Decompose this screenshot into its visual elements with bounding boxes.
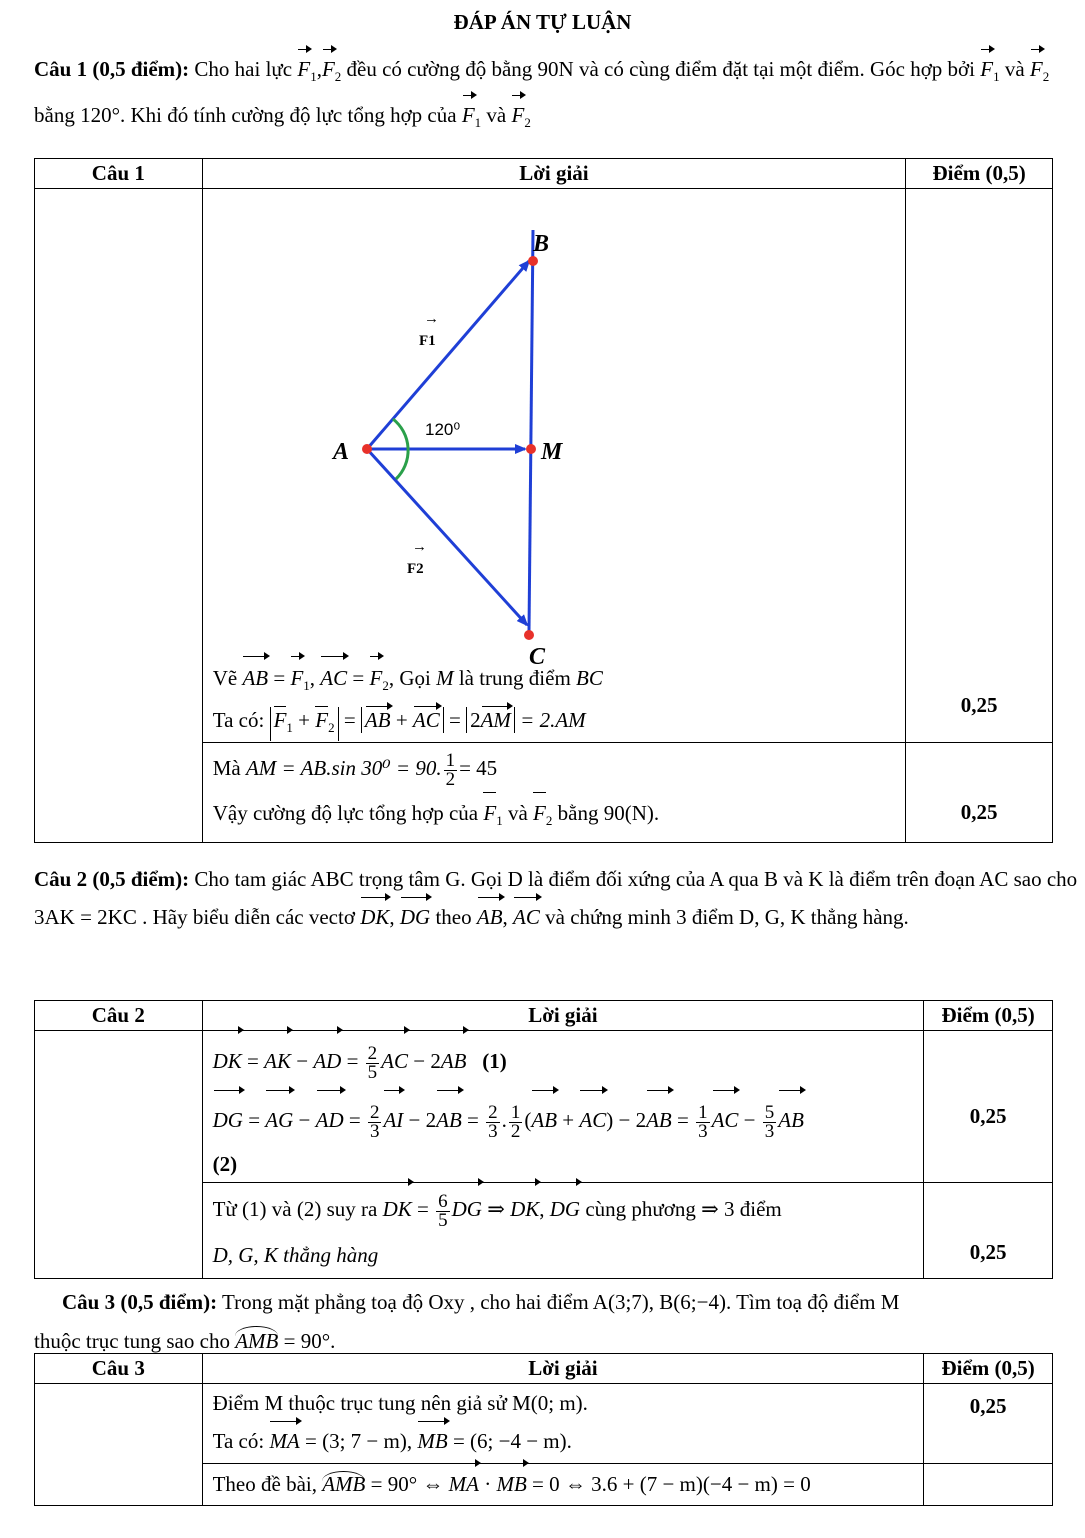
q1-col-header-solution: Lời giải bbox=[202, 159, 905, 189]
q1-score-2: 0,25 bbox=[906, 743, 1053, 843]
q1-line-4: Vậy cường độ lực tổng hợp của $F_1$ và $F_2$ bằng 90(N). bbox=[203, 793, 905, 833]
q1-statement: Câu 1 (0,5 điểm): Cho hai lực $F_1,F_2$ đều có cường độ bằng 90N và có cùng điểm đặt tại một điểm. Góc hợp bởi $F_1$ và $F_2$ bằng 120°. Khi đó tính cường độ lực tổng hợp của $F_1$ và $F_2$ bbox=[34, 50, 1074, 142]
arrow-f2: → bbox=[411, 539, 427, 555]
point-b bbox=[528, 256, 538, 266]
q2-line-2: DG = AG − AD = $\frac{2}{3}$ AI − 2AB = $\frac{2}{3}$ . $\frac{1}{2}$ (AB + AC) − 2AB = $\frac{1}{3}$ AC − $\frac{5}{3}$ AB bbox=[203, 1091, 924, 1149]
q2-line-3: Từ (1) và (2) suy ra DK = $\frac{6}{5}$ DG ⇒ DK, DG cùng phương ⇒ 3 điểm bbox=[203, 1183, 924, 1235]
page-title: ĐÁP ÁN TỰ LUẬN bbox=[453, 10, 632, 34]
q3-score-2 bbox=[924, 1464, 1053, 1506]
q3-statement-line-2: thuộc trục tung sao cho AMB = 90°. bbox=[34, 1322, 1074, 1360]
q2-question-cell bbox=[35, 1031, 203, 1279]
q3-question-cell bbox=[35, 1384, 203, 1506]
q2-score-2: 0,25 bbox=[924, 1183, 1053, 1279]
vector-figure bbox=[203, 189, 903, 670]
segment-bc bbox=[529, 230, 533, 631]
point-m bbox=[526, 444, 536, 454]
label-angle: 120⁰ bbox=[424, 420, 460, 439]
arrow-f1: → bbox=[423, 311, 439, 327]
q1-line-2: Ta có: $F_1 + F_2$ = AB + AC = 2AM = 2.AM bbox=[203, 699, 903, 741]
q3-line-3: Theo đề bài, AMB = 90° ⇔ MA · MB = 0 ⇔ 3.6 + (7 − m)(−4 − m) = 0 bbox=[203, 1464, 924, 1504]
q2-col-header-score: Điểm (0,5) bbox=[924, 1001, 1053, 1031]
point-c bbox=[524, 630, 534, 640]
q2-statement: Câu 2 (0,5 điểm): Cho tam giác ABC trọng tâm G. Gọi D là điểm đối xứng của A qua B và K là điểm trên đoạn AC sao cho 3AK = 2KC . Hãy biểu diễn các vectơ DK, DG theo AB, AC và chứng minh 3 điểm D, G, K thẳng hàng. bbox=[34, 860, 1079, 936]
q3-table bbox=[34, 1353, 1053, 1506]
q1-col-header-score: Điểm (0,5) bbox=[906, 159, 1053, 189]
label-b: B bbox=[532, 231, 549, 257]
q1-line-3: Mà AM = AB.sin 30⁰ = 90. $\frac{1}{2}$ = 45 bbox=[212, 749, 498, 790]
label-f1: F1 bbox=[418, 333, 436, 349]
q2-col-header-question: Câu 2 bbox=[35, 1001, 203, 1031]
q1-line-1: Vẽ AB = $F_1$, AC = $F_2$, Gọi M là trung điểm BC bbox=[203, 657, 903, 699]
label-m: M bbox=[540, 439, 563, 465]
q1-solution-cell-1 bbox=[202, 189, 905, 743]
q2-solution-cell-2 bbox=[202, 1183, 924, 1279]
q3-col-header-question: Câu 3 bbox=[35, 1354, 203, 1384]
q2-solution-cell-1 bbox=[202, 1031, 924, 1183]
vector-f2 bbox=[367, 449, 527, 625]
q1-question-cell bbox=[35, 189, 203, 843]
q2-line-2b: (2) bbox=[212, 1152, 238, 1176]
q3-statement-line-1: Câu 3 (0,5 điểm): Trong mặt phẳng toạ độ Oxy , cho hai điểm A(3;7), B(6;−4). Tìm toạ độ điểm M bbox=[62, 1290, 900, 1314]
q1-table bbox=[34, 158, 1053, 843]
q3-col-header-score: Điểm (0,5) bbox=[924, 1354, 1053, 1384]
q3-line-2: Ta có: MA = (3; 7 − m), MB = (6; −4 − m). bbox=[203, 1422, 924, 1460]
q3-solution-cell-1 bbox=[202, 1384, 924, 1464]
q3-solution-cell-2 bbox=[202, 1464, 924, 1506]
q1-solution-cell-2 bbox=[202, 743, 905, 843]
q3-col-header-solution: Lời giải bbox=[202, 1354, 924, 1384]
q3-line-1: Điểm M thuộc trục tung nên giả sử M(0; m). bbox=[212, 1391, 588, 1415]
q2-line-1: DK = AK − AD = $\frac{2}{5}$ AC − 2AB (1) bbox=[203, 1031, 924, 1091]
q2-col-header-solution: Lời giải bbox=[202, 1001, 924, 1031]
label-c: C bbox=[528, 644, 545, 670]
q2-line-4: D, G, K thẳng hàng bbox=[212, 1243, 379, 1267]
label-a: A bbox=[332, 439, 349, 465]
q1-score-1: 0,25 bbox=[906, 189, 1053, 743]
q2-table bbox=[34, 1000, 1053, 1279]
q3-score-1: 0,25 bbox=[924, 1384, 1053, 1464]
label-f2: F2 bbox=[406, 561, 424, 577]
q1-col-header-question: Câu 1 bbox=[35, 159, 203, 189]
q2-score-1: 0,25 bbox=[924, 1031, 1053, 1183]
point-a bbox=[362, 444, 372, 454]
